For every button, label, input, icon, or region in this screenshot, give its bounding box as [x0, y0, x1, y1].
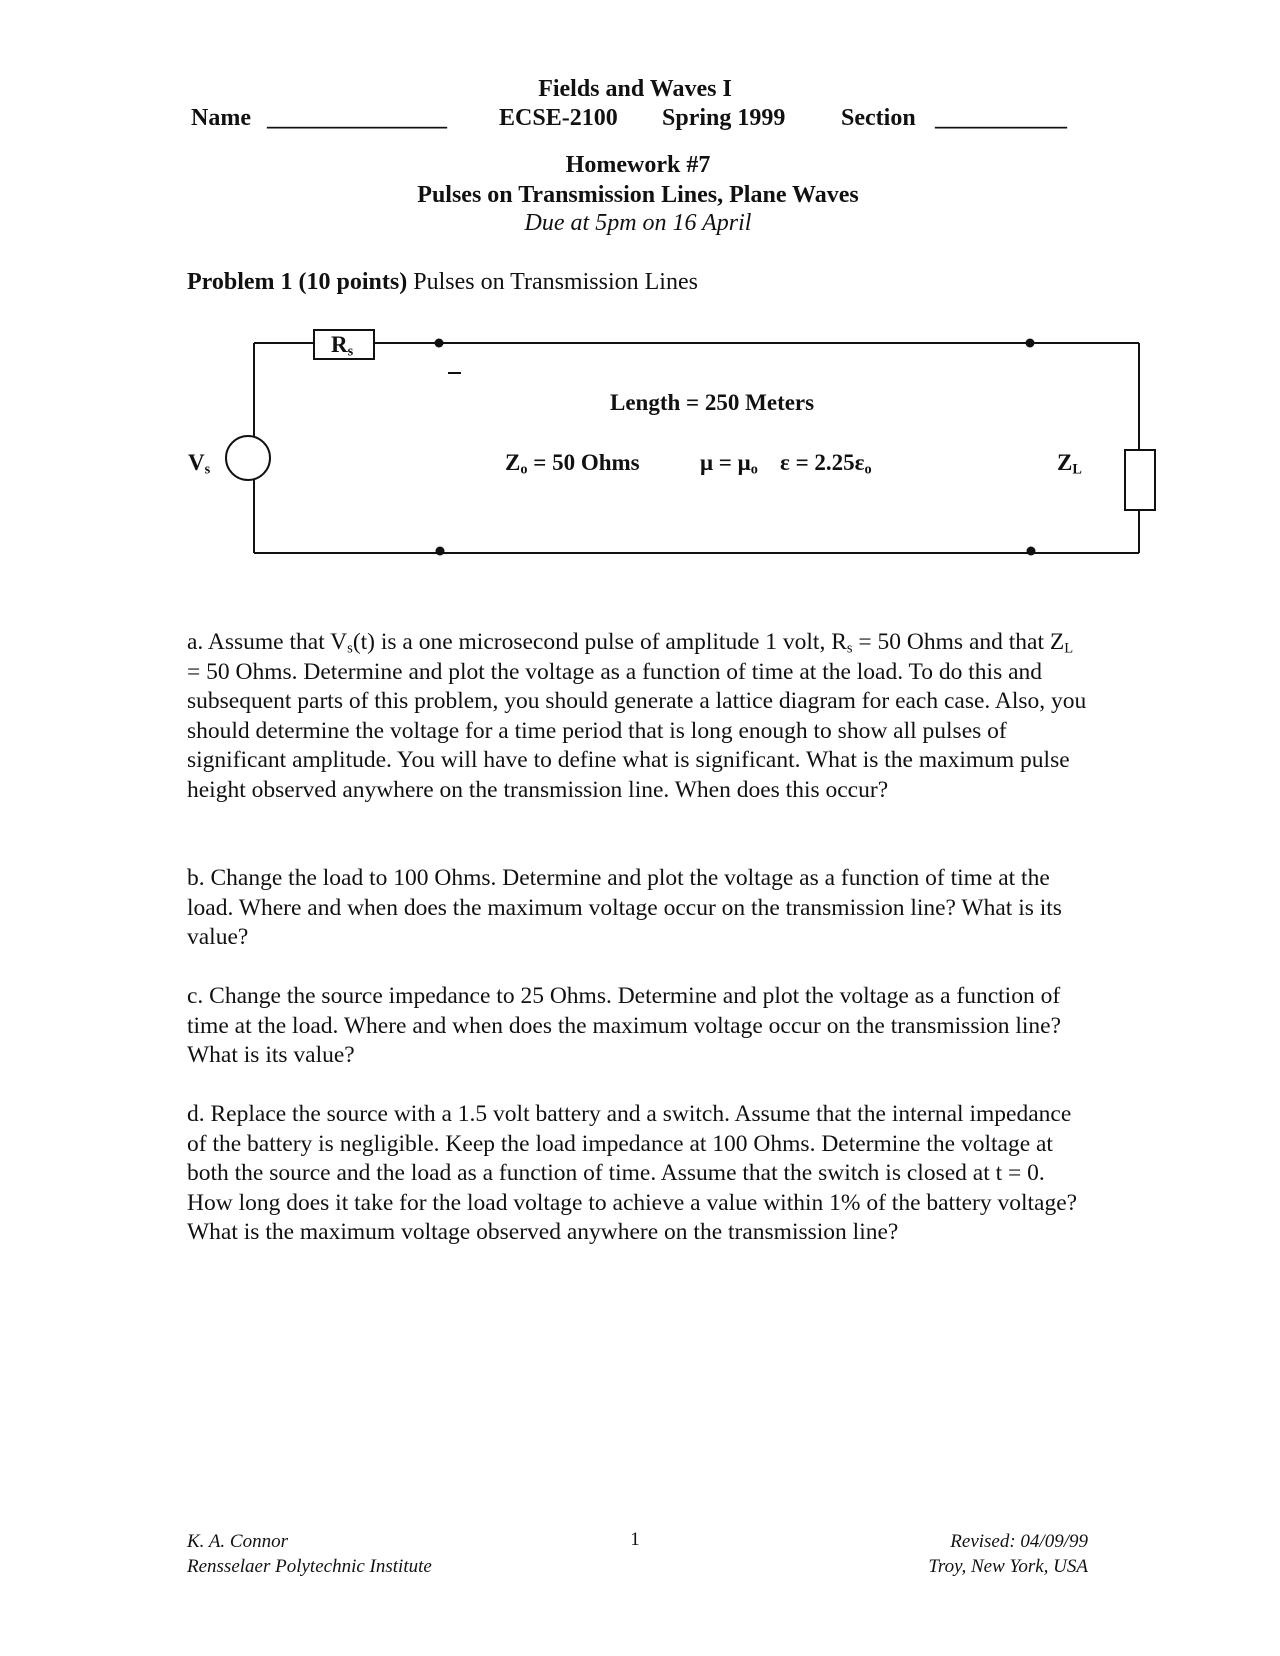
- footer-location: Troy, New York, USA: [928, 1556, 1088, 1577]
- load-resistor-box: [1125, 450, 1155, 510]
- problem-heading-bold: Problem 1 (10 points): [187, 269, 408, 295]
- permeability-label: $\mu = \mu_o$: [700, 450, 758, 478]
- section-blank: ___________: [935, 105, 1067, 131]
- source-resistor-label: $R_s$: [331, 332, 354, 360]
- permittivity-label: $\varepsilon = 2.25\varepsilon_o$: [780, 450, 872, 478]
- node-bottom-left: [436, 547, 445, 556]
- part-a: a. Assume that $V_s(t)$ is a one microsecond pulse of amplitude 1 volt, $R_s = 50$ Ohms and that $Z_L = 50$ Ohms. Determine and plot the voltage as a function of time at the load. To do this and subsequent parts of this problem, you should generate a lattice diagram for each case. Also, you should determine the voltage for a time period that is long enough to show all pulses of significant amplitude. You will have to define what is significant. What is the maximum pulse height observed anywhere on the transmission line. When does this occur?: [187, 629, 1087, 803]
- node-top-left: [435, 339, 444, 348]
- section-label: Section: [841, 105, 916, 131]
- homework-title: Homework #7: [565, 152, 711, 178]
- due-date: Due at 5pm on 16 April: [524, 210, 752, 236]
- node-bottom-right: [1027, 547, 1036, 556]
- name-blank: _______________: [267, 105, 447, 131]
- footer-right: [780, 1529, 1088, 1579]
- part-b: b. Change the load to 100 Ohms. Determine and plot the voltage as a function of time at the load. Where and when does the maximum voltage occur on the transmission line? What is its value?: [187, 865, 1062, 950]
- circuit-diagram: [0, 0, 1280, 600]
- footer-left: [187, 1529, 432, 1579]
- semester: Spring 1999: [662, 105, 786, 131]
- course-code: ECSE-2100: [499, 105, 618, 131]
- voltage-source-circle: [226, 436, 270, 480]
- problem-heading-text: Pulses on Transmission Lines: [413, 269, 698, 295]
- name-label: Name: [191, 105, 251, 131]
- homework-subtitle: Pulses on Transmission Lines, Plane Waves: [417, 182, 859, 208]
- part-d: d. Replace the source with a 1.5 volt battery and a switch. Assume that the internal impedance of the battery is negligible. Keep the load impedance at 100 Ohms. Determine the voltage at both the source and the load as a function of time. Assume that the switch is closed at t = 0. How long does it take for the load voltage to achieve a value within 1% of the battery voltage? What is the maximum voltage observed anywhere on the transmission line?: [187, 1101, 1078, 1245]
- page-number: 1: [630, 1529, 640, 1550]
- footer-institution: Rensselaer Polytechnic Institute: [187, 1556, 432, 1577]
- source-voltage-label: $V_s$: [188, 450, 211, 478]
- course-title: Fields and Waves I: [538, 76, 732, 102]
- footer-author: K. A. Connor: [187, 1531, 289, 1552]
- part-c: c. Change the source impedance to 25 Ohms. Determine and plot the voltage as a function of time at the load. Where and when does the maximum voltage occur on the transmission line? What is its value?: [187, 983, 1062, 1068]
- node-top-right: [1026, 339, 1035, 348]
- characteristic-impedance-label: $Z_o = 50$ Ohms: [505, 450, 640, 478]
- load-impedance-label: $Z_L$: [1057, 450, 1082, 478]
- footer-revised: Revised: 04/09/99: [950, 1531, 1088, 1552]
- line-length-label: Length = 250 Meters: [610, 390, 815, 415]
